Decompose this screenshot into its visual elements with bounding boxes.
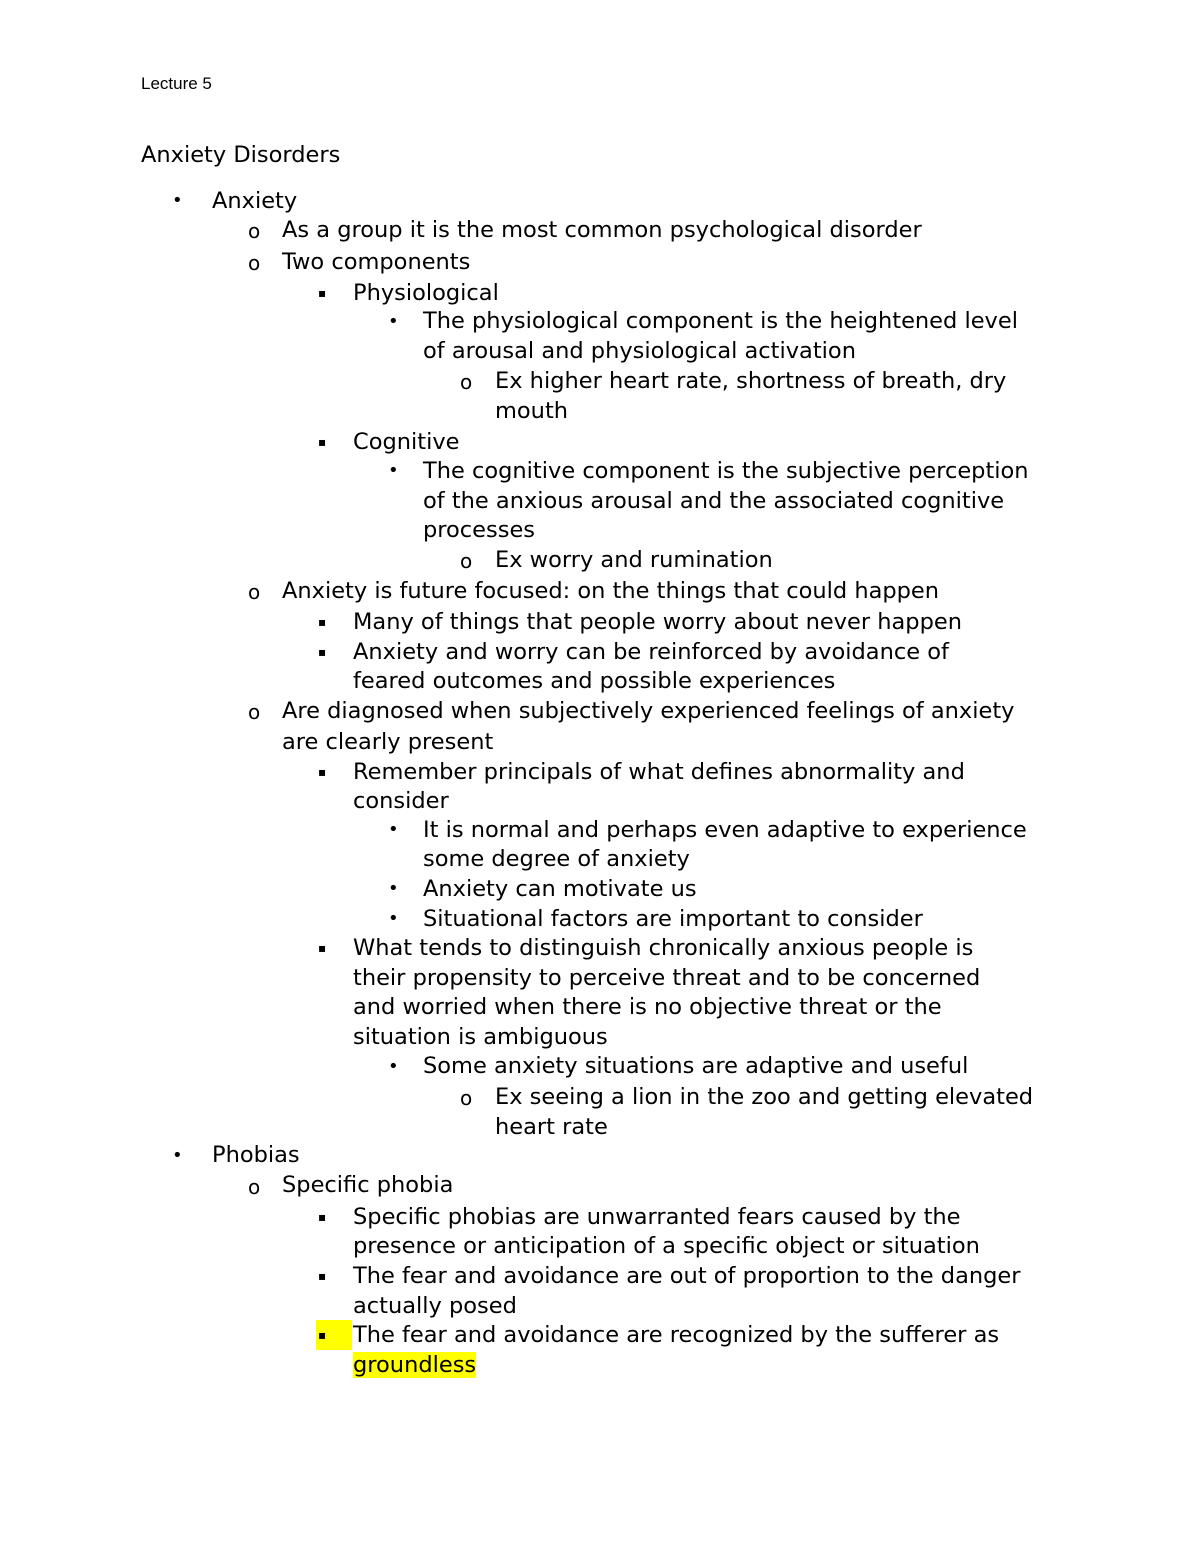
list-item-continued: processes (423, 517, 536, 543)
circle-bullet: o (248, 580, 261, 604)
list-item-phobias: Phobias (212, 1142, 300, 1168)
list-item-continued: some degree of anxiety (423, 846, 690, 872)
disc-bullet: • (388, 1056, 399, 1077)
list-item-continued: presence or anticipation of a specific object or situation (353, 1233, 980, 1259)
square-bullet: ▪ (318, 941, 327, 955)
list-item-continued: are clearly present (282, 729, 494, 755)
list-item-continued: actually posed (353, 1293, 517, 1319)
circle-bullet: o (460, 370, 473, 394)
list-item: Specific phobia (282, 1172, 454, 1198)
list-item-continued: heart rate (495, 1114, 608, 1140)
list-item: The fear and avoidance are out of proportion to the danger (353, 1263, 1021, 1289)
disc-bullet: • (172, 190, 183, 211)
disc-bullet: • (388, 878, 399, 899)
list-item: What tends to distinguish chronically anxious people is (353, 935, 974, 961)
list-item: Specific phobias are unwarranted fears caused by the (353, 1204, 961, 1230)
circle-bullet: o (248, 1175, 261, 1199)
circle-bullet: o (460, 1086, 473, 1110)
square-bullet: ▪ (318, 615, 327, 629)
list-item-continued: mouth (495, 398, 569, 424)
list-item: Ex worry and rumination (495, 547, 773, 573)
list-item: Many of things that people worry about never happen (353, 609, 962, 635)
square-bullet: ▪ (318, 765, 327, 779)
list-item-continued: of the anxious arousal and the associated cognitive (423, 488, 1005, 514)
document-title: Anxiety Disorders (141, 142, 341, 168)
square-bullet: ▪ (318, 1269, 327, 1283)
lecture-header: Lecture 5 (141, 74, 212, 93)
list-item-continued (353, 1350, 476, 1380)
highlighted-text: groundless (353, 1352, 477, 1378)
square-bullet: ▪ (318, 645, 327, 659)
square-bullet: ▪ (318, 1210, 327, 1224)
disc-bullet: • (388, 311, 399, 332)
square-bullet-highlighted: ▪ (316, 1320, 352, 1350)
list-item: The physiological component is the heightened level (423, 308, 1018, 334)
list-item-continued: consider (353, 788, 449, 814)
list-item: Situational factors are important to consider (423, 906, 923, 932)
list-item: Are diagnosed when subjectively experienced feelings of anxiety (282, 698, 1015, 724)
list-item-continued: of arousal and physiological activation (423, 338, 856, 364)
list-item: Anxiety can motivate us (423, 876, 697, 902)
list-item: Anxiety is future focused: on the things that could happen (282, 578, 940, 604)
disc-bullet: • (172, 1145, 183, 1166)
list-item: Remember principals of what defines abnormality and (353, 759, 965, 785)
list-item: Physiological (353, 280, 499, 306)
list-item: Cognitive (353, 429, 460, 455)
list-item: Ex seeing a lion in the zoo and getting elevated (495, 1084, 1034, 1110)
disc-bullet: • (388, 819, 399, 840)
square-bullet: ▪ (318, 435, 327, 449)
list-item: It is normal and perhaps even adaptive to experience (423, 817, 1027, 843)
circle-bullet: o (248, 251, 261, 275)
list-item-continued: feared outcomes and possible experiences (353, 668, 836, 694)
list-item-continued: situation is ambiguous (353, 1024, 608, 1050)
list-item: The fear and avoidance are recognized by the sufferer as (353, 1322, 1000, 1348)
list-item: Two components (282, 249, 471, 275)
list-item-continued: and worried when there is no objective threat or the (353, 994, 942, 1020)
list-item-anxiety: Anxiety (212, 188, 298, 214)
disc-bullet: • (388, 460, 399, 481)
list-item: The cognitive component is the subjective perception (423, 458, 1029, 484)
square-bullet: ▪ (318, 286, 327, 300)
disc-bullet: • (388, 908, 399, 929)
circle-bullet: o (248, 700, 261, 724)
list-item-continued: their propensity to perceive threat and to be concerned (353, 965, 981, 991)
circle-bullet: o (460, 549, 473, 573)
list-item: Anxiety and worry can be reinforced by avoidance of (353, 639, 949, 665)
list-item: Some anxiety situations are adaptive and useful (423, 1053, 969, 1079)
list-item: As a group it is the most common psychological disorder (282, 217, 922, 243)
circle-bullet: o (248, 219, 261, 243)
list-item: Ex higher heart rate, shortness of breath, dry (495, 368, 1007, 394)
